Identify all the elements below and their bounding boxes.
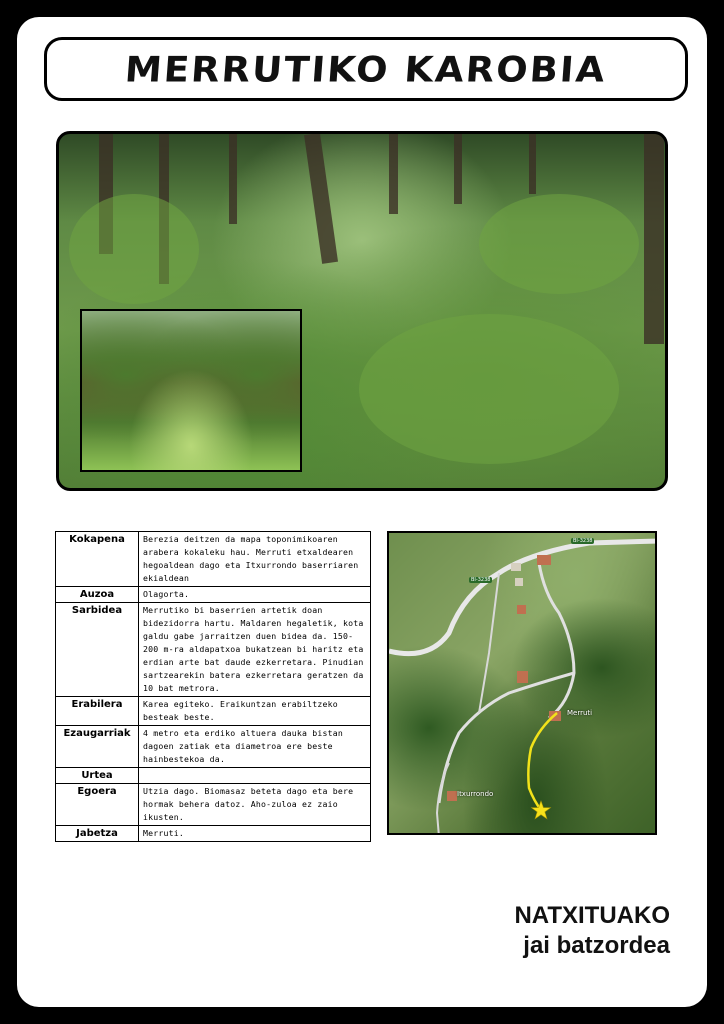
star-marker [532, 801, 551, 819]
info-value [139, 768, 371, 784]
tree-trunk [304, 133, 338, 264]
road-label: BI-3238 [471, 577, 491, 583]
info-row [56, 532, 371, 587]
info-value: Karea egiteko. Eraikuntzan erabiltzeko besteak beste. [139, 697, 371, 726]
info-table [55, 531, 371, 842]
building [537, 555, 551, 565]
inset-kiln-photo [80, 309, 302, 472]
info-key: Jabetza [56, 826, 139, 842]
info-row [56, 784, 371, 826]
title-banner [44, 37, 688, 101]
place-label-merruti: Merruti [567, 709, 593, 717]
info-value: Merrutiko bi baserrien artetik doan bidezidorra hartu. Maldaren hegaletik, kota galdu gabe jarraitzen duen bidea da. 150-200 m-ra aldapatxoa bukatzean bi haritz eta erdian arte bat daude ezkerretara. Pinudian sartzearekin batera ezkerretara geratzen da 10 bat metrora. [139, 603, 371, 697]
org-name-line2: jai batzordea [523, 932, 670, 959]
info-key: Auzoa [56, 587, 139, 603]
info-row [56, 603, 371, 697]
info-row [56, 826, 371, 842]
info-key: Kokapena [56, 532, 139, 587]
map-drawing [389, 533, 657, 835]
info-value: 4 metro eta erdiko altuera dauka bistan dagoen zatiak eta diametroa ere beste hainbestekoa da. [139, 726, 371, 768]
org-name-line1: NATXITUAKO [514, 902, 670, 929]
location-map [387, 531, 657, 835]
side-road [479, 573, 499, 713]
page-title: MERRUTIKO KAROBIA [123, 48, 609, 90]
fern-patch [359, 314, 619, 464]
info-key: Erabilera [56, 697, 139, 726]
info-value: Olagorta. [139, 587, 371, 603]
info-key: Urtea [56, 768, 139, 784]
building [517, 605, 526, 614]
info-value: Berezia deitzen da mapa toponimikoaren arabera kokaleku hau. Merruti etxaldearen hegoaldean dago eta Itxurrondo baserriaren ekialdean [139, 532, 371, 587]
tree-trunk [644, 134, 664, 344]
route-path [528, 713, 557, 810]
building [515, 578, 523, 586]
building [447, 791, 457, 801]
info-row [56, 697, 371, 726]
tree-trunk [389, 134, 398, 214]
info-key: Sarbidea [56, 603, 139, 697]
fern-patch [479, 194, 639, 294]
info-value: Merruti. [139, 826, 371, 842]
fern-patch [69, 194, 199, 304]
tree-trunk [454, 134, 462, 204]
tree-trunk [229, 134, 237, 224]
tree-trunk [529, 134, 536, 194]
building [511, 563, 521, 571]
place-label-itxurrondo: Itxurrondo [457, 790, 494, 798]
road-label: BI-3238 [573, 538, 593, 544]
info-row [56, 768, 371, 784]
info-key: Ezaugarriak [56, 726, 139, 768]
building [517, 671, 528, 683]
info-row [56, 587, 371, 603]
info-row [56, 726, 371, 768]
side-road [539, 563, 574, 718]
info-key: Egoera [56, 784, 139, 826]
info-value: Utzia dago. Biomasaz beteta dago eta bere hormak behera datoz. Aho-zuloa ez zaio ikusten. [139, 784, 371, 826]
organization-credit [514, 901, 670, 961]
main-road [389, 541, 657, 654]
side-road [439, 673, 574, 803]
